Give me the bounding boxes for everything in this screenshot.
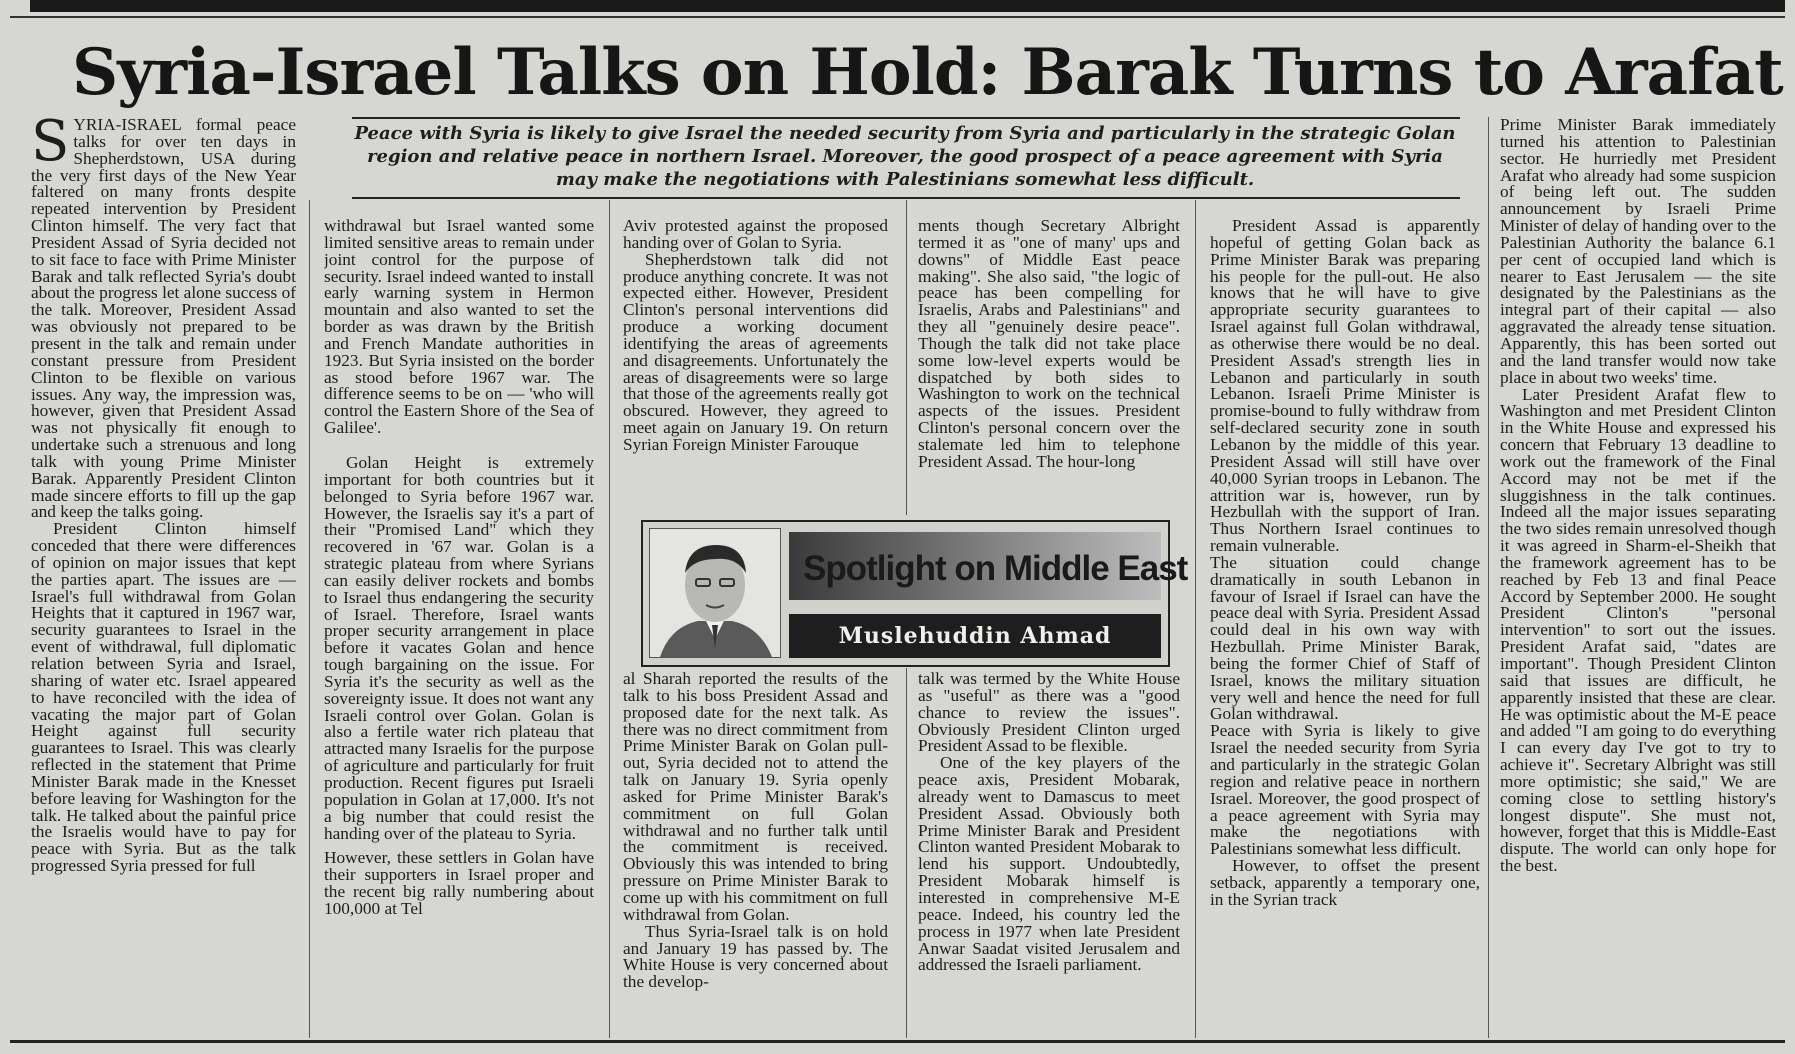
column-divider [1195,200,1196,1038]
paragraph: ments though Secretary Albright termed it as "one of many' ups and downs" of Middle East peace making". She also said, "the logic of peace has been compelling for Israelis, Arabs and Palestinians" and they all "genuinely desire peace". Though the talk did not take place some low-level experts would be dispatched by both sides to Washington to work on the technical aspects of the issues. President Clinton's personal concern over the stalemate led him to telephone President Assad. The hour-long [918,218,1180,471]
column-divider [609,200,610,1038]
paragraph: Prime Minister Barak immediately turned his attention to Palestinian sector. He hurriedly met President Arafat who already had some suspicion of being left out. The sudden announcement by Israeli Prime Minister of delay of handing over to the Palestinian Authority the balance 6.1 per cent of occupied land which is nearer to East Jerusalem — the site designated by the Palestinians as the integral part of their capital — also aggravated the already tense situation. Apparently, this has been sorted out and the land transfer would now take place in about two weeks' time. [1500,117,1776,387]
column-title: Spotlight on Middle East [803,549,1188,588]
column-2 [324,218,594,1035]
author-name-bar [789,614,1161,658]
paragraph: Golan Height is extremely important for both countries but it belonged to Syria before 1967 war. However, the Israelis say it's a part of their "Promised Land" which they recovered in '67 war. Golan is a strategic plateau from where Syrians can easily deliver rockets and bombs to Israel thus endangering the security of Israel. Therefore, Israel wants proper security arrangement in place before it vacates Golan and hence tough bargaining on the issue. For Syria it's the security as well as the sovereignty issue. It does not want any Israeli control over Golan. Golan is also a fertile water rich plateau that attracted many Israelis for the purpose of agriculture and particularly for fruit production. Recent figures put Israeli population in Golan at 17,000. It's not a big number that could resist the handing over of the plateau to Syria. [324,452,594,843]
paragraph: The situation could change dramatically in south Lebanon in favour of Israel if Israel can have the peace deal with Syria. President Assad could deal in his own way with Hezbullah. Prime Minister Barak, being the former Chief of Staff of Israel, knows the military situation very well and hence the need for full Golan withdrawal. [1210,552,1480,724]
column-title-banner [789,532,1188,600]
column-1 [31,117,296,1035]
headline: Syria-Israel Talks on Hold: Barak Turns to Arafat [72,35,1783,110]
column-5 [1210,218,1480,1035]
author-portrait-icon [650,529,780,657]
paragraph: President Clinton himself conceded that there were differences of opinion on major issues that kept the parties apart. The issues are — Israel's full withdrawal from Golan Heights that it captured in 1967 war, security guarantees to Israel in the event of withdrawal, full diplomatic relation between Syria and Israel, sharing of water etc. Israel appeared to have reconciled with the idea of vacating the major part of Golan Height against full security guarantees to Israel. This was clearly reflected in the statement that Prime Minister Barak made in the Knesset before leaving for Washington for the talk. He talked about the painful price the Israelis would have to pay for peace with Syria. But as the talk progressed Syria pressed for full [31,519,296,876]
pullquote: Peace with Syria is likely to give Israel the needed security from Syria and particularly in the strategic Golan region and relative peace in northern Israel. Moreover, the good prospect of a peace agreement with Syria may make the negotiations with Palestinians somewhat less difficult. [354,123,1456,190]
column-4-top [918,218,1180,508]
column-box [641,520,1188,667]
pullquote-bottom-rule [352,197,1460,199]
paragraph: Later President Arafat flew to Washington and met President Clinton in the White House and expressed his concern that February 13 deadline to work out the framework of the Final Accord may not be met if the sluggishness in the talk continues. Indeed all the major issues separating the two sides remain unresolved though it was agreed in Sharm-el-Sheikh that the framework agreement has to be reached by Feb 13 and final Peace Accord by September 2000. He sought President Clinton's "personal intervention" to sort out the issues. President Arafat said, "dates are important". Though President Clinton said that issues are difficult, he apparently insisted that these are clear. He was optimistic about the M-E peace and added "I am going to do everything I can every day I've got to try to achieve it". Secretary Albright was still more optimistic; she said," We are coming close to settling history's longest dispute". She must not, however, forget that this is Middle-East dispute. The world can only hope for the best. [1500,384,1776,876]
column-3-top [623,218,888,508]
paragraph: talk was termed by the White House as "useful" as there was a "good chance to review the issues". Obviously President Clinton urged President Assad to be flexible. [918,671,1180,756]
bottom-rule [10,1040,1785,1043]
paragraph: Shepherdstown talk did not produce anything concrete. It was not expected either. However, President Clinton's personal interventions did produce a working document identifying the areas of agreements and disagreements. Unfortunately the areas of disagreements were so large that those of the agreements really got obscured. However, they agreed to meet again on January 19. On return Syrian Foreign Minister Farouque [623,249,888,454]
paragraph: Aviv protested against the proposed handing over of Golan to Syria. [623,218,888,252]
column-divider [906,200,907,515]
column-3-bottom [623,671,888,1035]
paragraph: al Sharah reported the results of the talk to his boss President Assad and proposed date for the next talk. As there was no direct commitment from Prime Minister Barak on Golan pull-out, Syria decided not to attend the talk on January 19. Syria openly asked for Prime Minister Barak's commitment on full Golan withdrawal and no further talk until the commitment is received. Obviously this was intended to bring pressure on Prime Minister Barak to come up with his commitment on full withdrawal from Golan. [623,671,888,924]
paragraph: However, to offset the present setback, apparently a temporary one, in the Syrian track [1210,856,1480,909]
drop-cap: S [31,117,70,174]
paragraph: One of the key players of the peace axis, President Mobarak, already went to Damascus to meet President Assad. Obviously both Prime Minister Barak and President Clinton wanted President Mobarak to lend his support. Undoubtedly, President Mobarak himself is interested in comprehensive M-E peace. Indeed, his country led the process in 1977 when late President Anwar Saadat visited Jerusalem and addressed the Israeli parliament. [918,753,1180,975]
column-divider [1488,117,1489,1038]
paragraph: Thus Syria-Israel talk is on hold and January 19 has passed by. The White House is very concerned about the develop- [623,921,888,992]
paragraph: However, these settlers in Golan have their supporters in Israel proper and the recent big rally numbering about 100,000 at Tel [324,848,594,918]
top-border-bar [30,0,1785,12]
column-6 [1500,117,1776,1035]
author-name: Muslehuddin Ahmad [838,623,1112,649]
paragraph: Peace with Syria is likely to give Israel the needed security from Syria and particularly in the strategic Golan region and relative peace in northern Israel. Moreover, the good prospect of a peace agreement with Syria may make the negotiations with Palestinians somewhat less difficult. [1210,721,1480,859]
top-thin-rule [10,16,1785,18]
column-divider [309,200,310,1038]
column-4-bottom [918,671,1180,1035]
paragraph-text: YRIA-ISRAEL formal peace talks for over ten days in Shepherdstown, USA during the very first days of the New Year faltered on many fronts despite repeated intervention by President Clinton himself. The very fact that President Assad of Syria decided not to sit face to face with Prime Minister Barak and talk reflected Syria's doubt about the progress let alone success of the talk. Moreover, President Assad was obviously not prepared to be present in the talk and remain under constant pressure from President Clinton to be flexible on various issues. Any way, the impression was, however, given that President Assad was not physically fit enough to undertake such a strenuous and long talk with young Prime Minister Barak. Apparently President Clinton made sincere efforts to fill up the gap and keep the talks going. [31,117,296,522]
paragraph: President Assad is apparently hopeful of getting Golan back as Prime Minister Barak was preparing his people for the pull-out. He also knows that he will have to give appropriate security guarantees to Israel against full Golan withdrawal, as otherwise there would be no deal. President Assad's strength lies in Lebanon and particularly in south Lebanon. Israeli Prime Minister is promise-bound to fully withdraw from self-declared security zone in south Lebanon by the middle of this year. President Assad will still have over 40,000 Syrian troops in Lebanon. The attrition war is, however, run by Hezbullah with the support of Iran. Thus Northern Israel continues to remain vulnerable. [1210,218,1480,556]
column-divider [906,668,907,1038]
paragraph: withdrawal but Israel wanted some limited sensitive areas to remain under joint control for the purpose of security. Israel indeed wanted to install early warning system in Hermon mountain and also wanted to set the border as was drawn by the British and French Mandate authorities in 1923. But Syria insisted on the border as stood before 1967 war. The difference seems to be on — 'who will control the Eastern Shore of the Sea of Galilee'. [324,218,594,438]
author-photo [649,528,781,658]
paragraph [31,117,296,521]
pullquote-top-rule [352,117,1460,119]
